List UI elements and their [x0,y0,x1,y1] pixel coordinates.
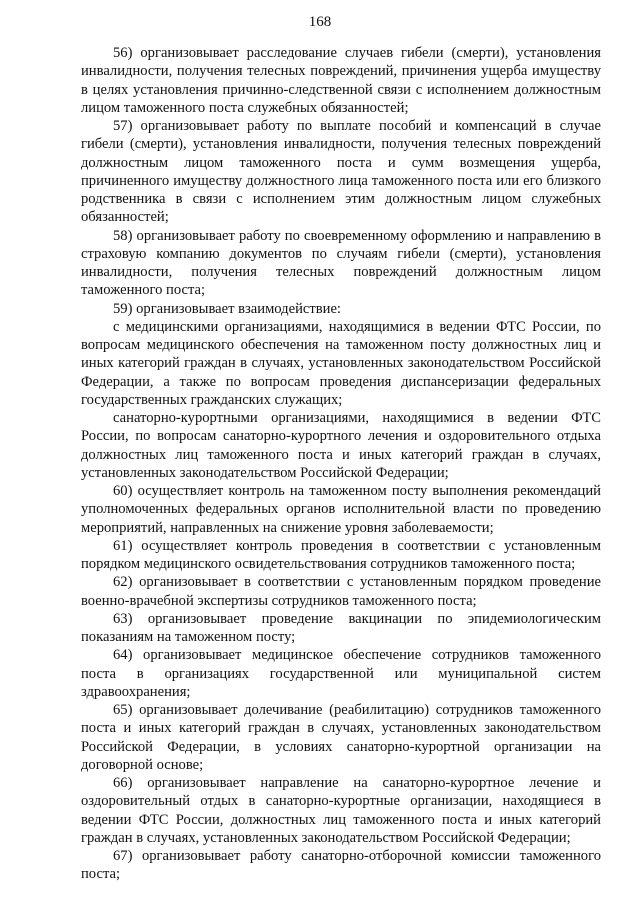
paragraph-item-56: 56) организовывает расследование случаев гибели (смерти), установления инвалидности, получения телесных повреждений, причинения ущерба имуществу в целях установления причинно-следственной связи с исполнением должностным лицом таможенного поста служебных обязанностей; [81,45,601,116]
paragraph-item-59: 59) организовывает взаимодействие: [113,300,341,317]
paragraph-item-61: 61) осуществляет контроль проведения в соответствии с установленным порядком медицинского освидетельствования сотрудников таможенного поста; [81,537,601,572]
paragraph-item-59-sanatorium: санаторно-курортными организациями, находящимися в ведении ФТС России, по вопросам санаторно-курортного лечения и оздоровительного отдыха должностных лиц таможенного поста и иных категорий граждан в случаях, установленных законодательством Российской Федерации; [81,410,601,481]
paragraph-item-63: 63) организовывает проведение вакцинации по эпидемиологическим показаниям на таможенном посту; [81,610,601,645]
paragraph-item-64: 64) организовывает медицинское обеспечение сотрудников таможенного поста в организациях государственной или муниципальной систем здравоохранения; [81,647,601,700]
page-number: 168 [308,14,332,30]
paragraph-item-60: 60) осуществляет контроль на таможенном посту выполнения рекомендаций уполномоченных федеральных органов исполнительной власти по проведению мероприятий, направленных на снижение уровня заболеваемости; [81,483,601,536]
paragraph-item-58: 58) организовывает работу по своевременному оформлению и направлению в страховую компанию документов по случаям гибели (смерти), установления инвалидности, получения телесных повреждений должностным лицом таможенного поста; [81,227,601,299]
paragraph-item-67: 67) организовывает работу санаторно-отборочной комиссии таможенного поста; [81,848,601,883]
paragraph-item-65: 65) организовывает долечивание (реабилитацию) сотрудников таможенного поста и иных категорий граждан в случаях, установленных законодательством Российской Федерации, в условиях санаторно-курортной организации на договорной основе; [81,702,601,773]
paragraph-item-57: 57) организовывает работу по выплате пособий и компенсаций в случае гибели (смерти), установления инвалидности, получения телесных повреждений должностным лицом таможенного поста и сумм возмещения ущерба, причиненного имуществу должностного лица таможенного поста или его близкого родственника в связи с исполнением этим должностным лицом служебных обязанностей; [81,118,601,226]
paragraph-item-66: 66) организовывает направление на санаторно-курортное лечение и оздоровительный отдых в санаторно-курортные организации, находящиеся в ведении ФТС России, должностных лиц таможенного поста и иных категорий граждан в случаях, установленных законодательством Российской Федерации; [81,775,601,846]
document-body [81,44,601,884]
paragraph-item-62: 62) организовывает в соответствии с установленным порядком проведение военно-врачебной экспертизы сотрудников таможенного поста; [81,574,601,609]
paragraph-item-59-medical: с медицинскими организациями, находящимися в ведении ФТС России, по вопросам медицинского обеспечения на таможенном посту должностных лиц и иных категорий граждан в случаях, установленных законодательством Российской Федерации, а также по вопросам проведения диспансеризации федеральных государственных гражданских служащих; [81,318,601,408]
